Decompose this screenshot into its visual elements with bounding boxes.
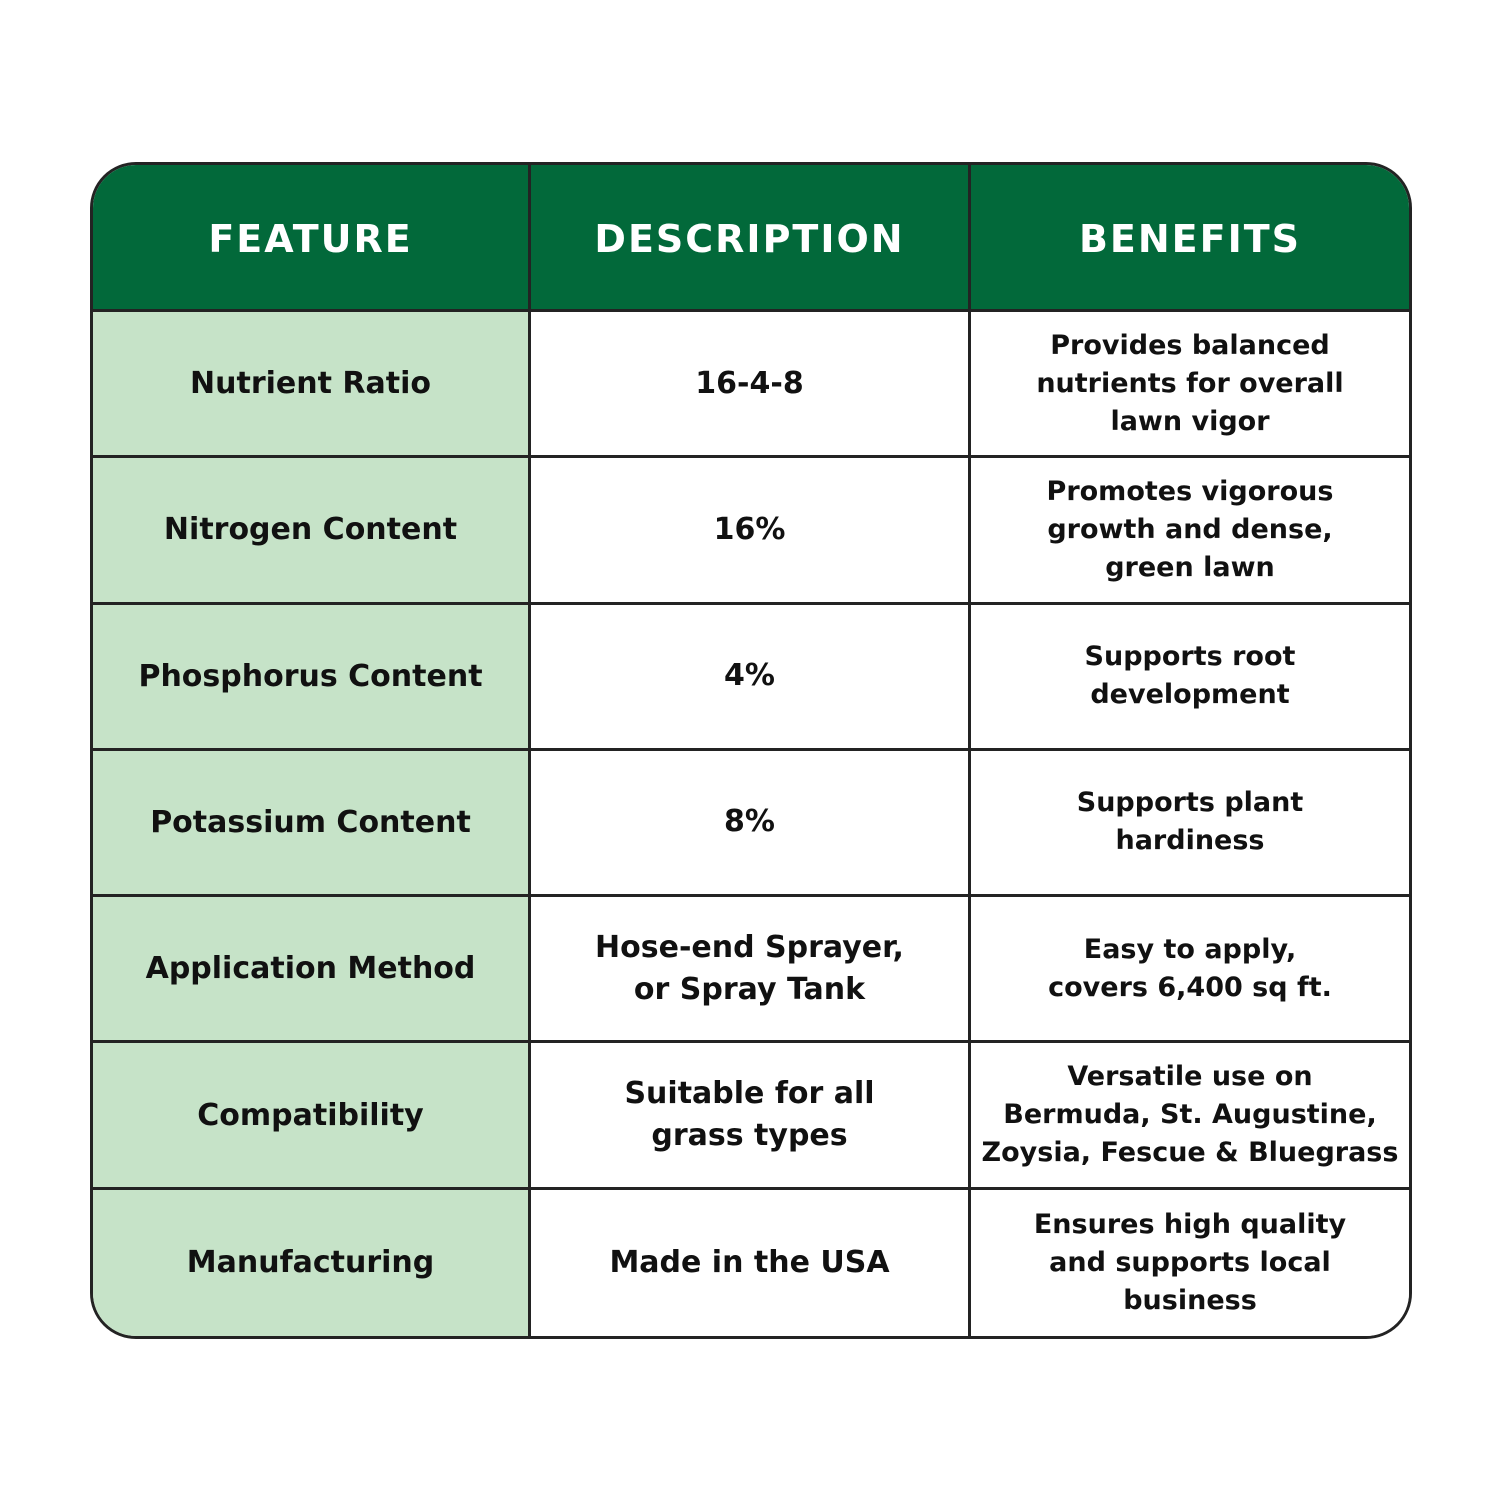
description-cell: 16% (531, 458, 971, 604)
benefit-cell: Versatile use on Bermuda, St. Augustine, Zoysia, Fescue & Bluegrass (971, 1043, 1409, 1189)
feature-cell: Application Method (93, 897, 531, 1043)
description-cell: Hose-end Sprayer, or Spray Tank (531, 897, 971, 1043)
header-description: DESCRIPTION (531, 165, 971, 312)
header-feature: FEATURE (93, 165, 531, 312)
benefit-cell: Provides balanced nutrients for overall lawn vigor (971, 312, 1409, 458)
feature-cell: Nitrogen Content (93, 458, 531, 604)
feature-cell: Compatibility (93, 1043, 531, 1189)
description-cell: 4% (531, 605, 971, 751)
feature-cell: Potassium Content (93, 751, 531, 897)
description-cell: 8% (531, 751, 971, 897)
benefit-cell: Supports root development (971, 605, 1409, 751)
description-cell: Suitable for all grass types (531, 1043, 971, 1189)
benefit-cell: Supports plant hardiness (971, 751, 1409, 897)
benefit-cell: Promotes vigorous growth and dense, green lawn (971, 458, 1409, 604)
description-cell: Made in the USA (531, 1190, 971, 1336)
feature-cell: Nutrient Ratio (93, 312, 531, 458)
comparison-table (90, 162, 1412, 1339)
feature-cell: Phosphorus Content (93, 605, 531, 751)
description-cell: 16-4-8 (531, 312, 971, 458)
header-benefits: BENEFITS (971, 165, 1409, 312)
feature-cell: Manufacturing (93, 1190, 531, 1336)
benefit-cell: Ensures high quality and supports local business (971, 1190, 1409, 1336)
benefit-cell: Easy to apply, covers 6,400 sq ft. (971, 897, 1409, 1043)
table-grid (93, 165, 1409, 1336)
